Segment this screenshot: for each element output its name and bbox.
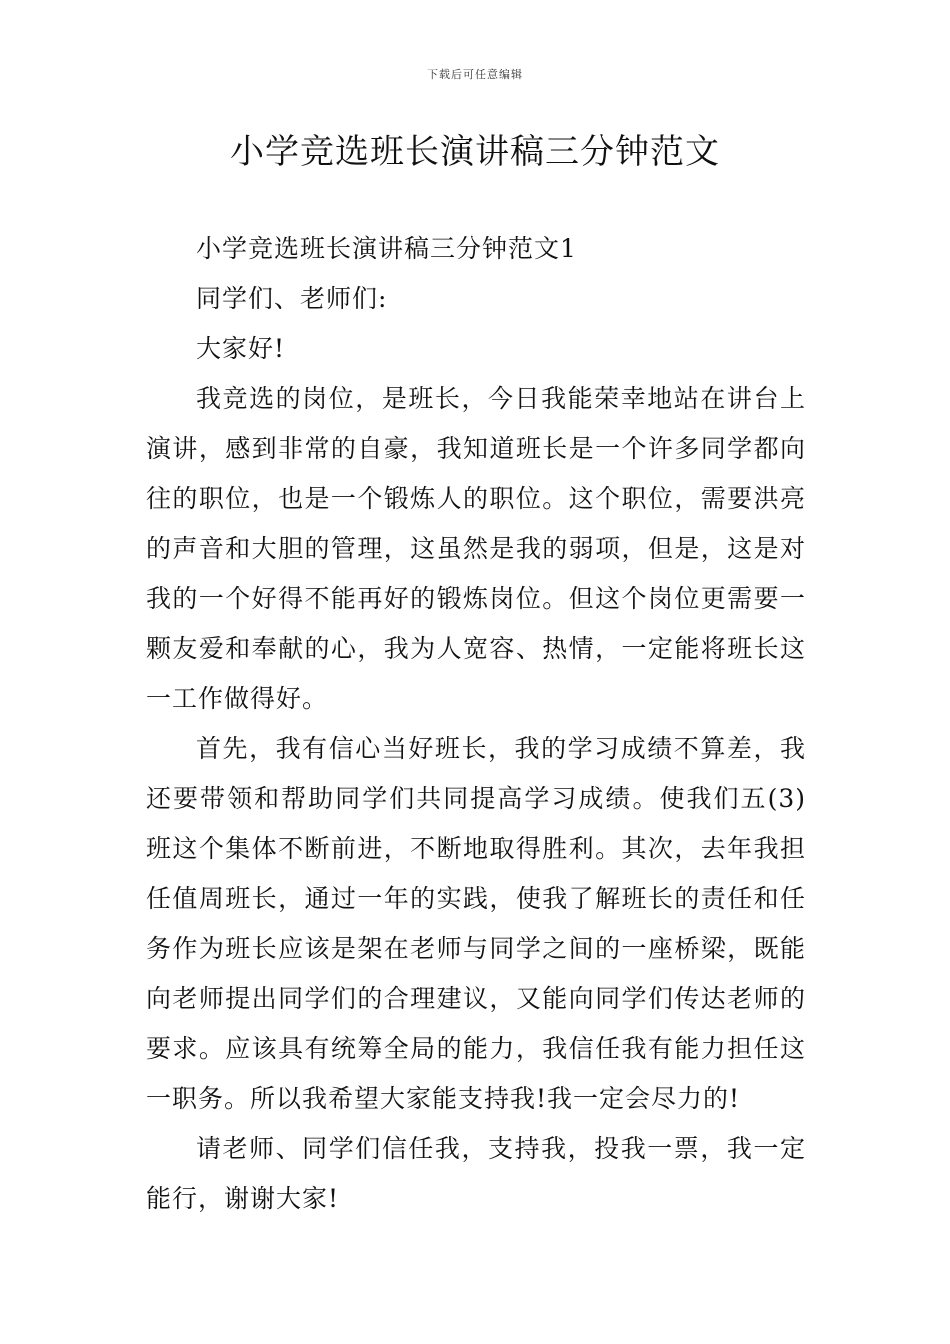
- paragraph-greeting: 大家好!: [196, 334, 286, 363]
- document-body: [146, 224, 806, 1224]
- page-header-note: 下载后可任意编辑: [427, 68, 523, 81]
- paragraph-body-1: 我竞选的岗位，是班长，今日我能荣幸地站在讲台上演讲，感到非常的自豪，我知道班长是一个许多同学都向往的职位，也是一个锻炼人的职位。这个职位，需要洪亮的声音和大胆的管理，这虽然是我的弱项，但是，这是对我的一个好得不能再好的锻炼岗位。但这个岗位更需要一颗友爱和奉献的心，我为人宽容、热情，一定能将班长这一工作做得好。: [146, 384, 806, 713]
- document-title: 小学竞选班长演讲稿三分钟范文: [230, 132, 720, 172]
- paragraph-subtitle: 小学竞选班长演讲稿三分钟范文1: [196, 234, 577, 263]
- paragraph-closing: 请老师、同学们信任我，支持我，投我一票，我一定能行，谢谢大家!: [146, 1134, 806, 1213]
- paragraph-body-2: 首先，我有信心当好班长，我的学习成绩不算差，我还要带领和帮助同学们共同提高学习成绩。使我们五(3)班这个集体不断前进，不断地取得胜利。其次，去年我担任值周班长，通过一年的实践，使我了解班长的责任和任务作为班长应该是架在老师与同学之间的一座桥梁，既能向老师提出同学们的合理建议，又能向同学们传达老师的要求。应该具有统筹全局的能力，我信任我有能力担任这一职务。所以我希望大家能支持我!我一定会尽力的!: [146, 734, 806, 1113]
- paragraph-salutation: 同学们、老师们:: [196, 284, 388, 313]
